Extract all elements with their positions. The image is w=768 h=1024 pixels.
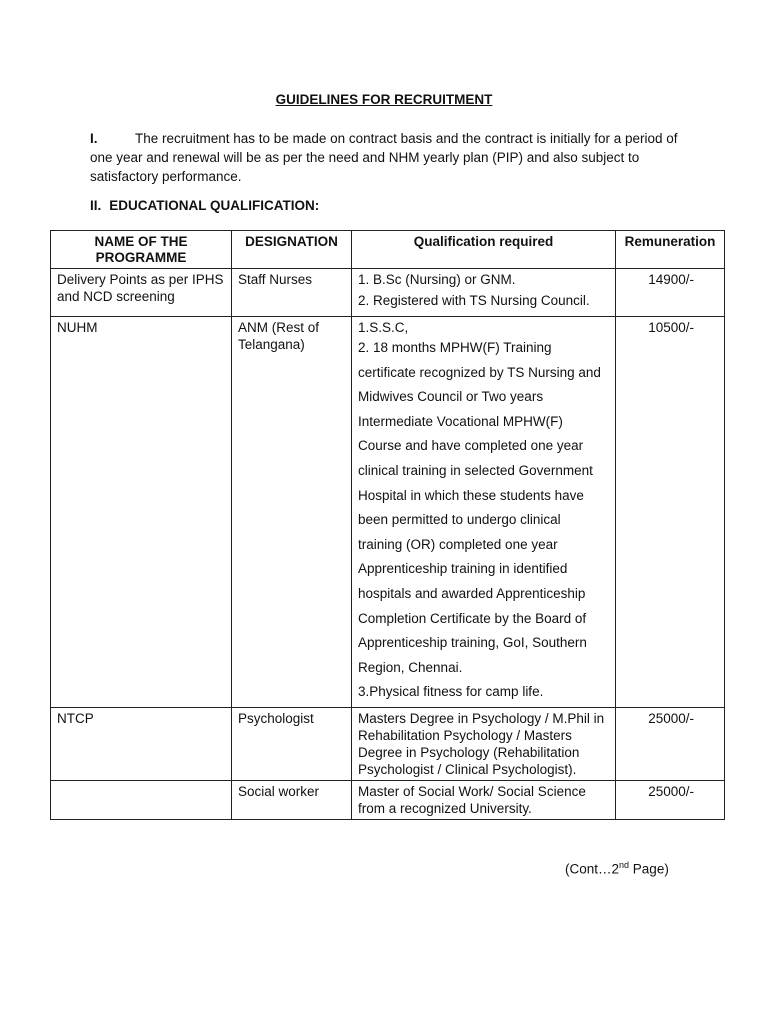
- programme-cell: NTCP: [51, 707, 232, 780]
- section-2-heading: [90, 198, 319, 213]
- header-programme: NAME OF THE PROGRAMME: [51, 231, 232, 269]
- qualification-line: 2. Registered with TS Nursing Council.: [358, 293, 590, 308]
- qualification-line: Hospital in which these students have: [358, 487, 584, 503]
- programme-cell: Delivery Points as per IPHS and NCD screening: [51, 269, 232, 317]
- continuation-note: [565, 860, 669, 877]
- qualification-table: [50, 230, 725, 820]
- table-row: [51, 317, 725, 708]
- qualification-cell: [352, 707, 616, 780]
- qualification-cell: [352, 269, 616, 317]
- section-1-paragraph: [90, 129, 690, 186]
- table-row: [51, 269, 725, 317]
- header-remuneration: Remuneration: [616, 231, 725, 269]
- qualification-line: Master of Social Work/ Social Science from a recognized University.: [358, 783, 586, 816]
- continuation-prefix: (Cont…2: [565, 861, 620, 877]
- qualification-line: Midwives Council or Two years: [358, 389, 544, 405]
- qualification-line: Apprenticeship training in identified: [358, 561, 568, 577]
- qualification-line: Course and have completed one year: [358, 438, 584, 454]
- qualification-line: hospitals and awarded Apprenticeship: [358, 585, 586, 601]
- qualification-line: Intermediate Vocational MPHW(F): [358, 413, 563, 429]
- remuneration-cell: 10500/-: [616, 317, 725, 708]
- continuation-superscript: nd: [619, 860, 630, 870]
- section-1-number: I.: [90, 131, 98, 146]
- designation-cell: Social worker: [232, 780, 352, 819]
- remuneration-cell: 25000/-: [616, 707, 725, 780]
- qualification-line: Region, Chennai.: [358, 659, 463, 675]
- qualification-line: clinical training in selected Government: [358, 462, 593, 478]
- qualification-line: been permitted to undergo clinical: [358, 512, 561, 528]
- qualification-line: 3.Physical fitness for camp life.: [358, 684, 544, 700]
- continuation-suffix: Page): [629, 861, 669, 877]
- table-row: [51, 707, 725, 780]
- qualification-line: 1. B.Sc (Nursing) or GNM.: [358, 272, 516, 287]
- qualification-line: Masters Degree in Psychology / M.Phil in Rehabilitation Psychology / Masters Degree in Psychology (Rehabilitation Psychologist / Clinical Psychologist).: [358, 710, 605, 777]
- qualification-cell: [352, 317, 616, 708]
- table-row: [51, 780, 725, 819]
- programme-cell: NUHM: [51, 317, 232, 708]
- designation-cell: ANM (Rest of Telangana): [232, 317, 352, 708]
- designation-cell: Staff Nurses: [232, 269, 352, 317]
- qualification-line: 2. 18 months MPHW(F) Training: [358, 340, 552, 355]
- qualification-line: training (OR) completed one year: [358, 536, 558, 552]
- remuneration-cell: 14900/-: [616, 269, 725, 317]
- header-designation: DESIGNATION: [232, 231, 352, 269]
- section-2-number: II.: [90, 198, 102, 213]
- programme-cell: [51, 780, 232, 819]
- page-title: GUIDELINES FOR RECRUITMENT: [275, 92, 493, 107]
- section-2-title: EDUCATIONAL QUALIFICATION:: [109, 198, 320, 213]
- remuneration-cell: 25000/-: [616, 780, 725, 819]
- header-qualification: Qualification required: [352, 231, 616, 269]
- qualification-cell: [352, 780, 616, 819]
- table-header-row: [51, 231, 725, 269]
- section-1-text: The recruitment has to be made on contract basis and the contract is initially for a period of one year and renewal will be as per the need and NHM yearly plan (PIP) and also subject to satisfactory performance.: [90, 131, 678, 184]
- qualification-line: Completion Certificate by the Board of: [358, 610, 587, 626]
- qualification-line: certificate recognized by TS Nursing and: [358, 364, 601, 380]
- designation-cell: Psychologist: [232, 707, 352, 780]
- qualification-line: 1.S.S.C,: [358, 320, 409, 335]
- qualification-line: Apprenticeship training, GoI, Southern: [358, 635, 587, 651]
